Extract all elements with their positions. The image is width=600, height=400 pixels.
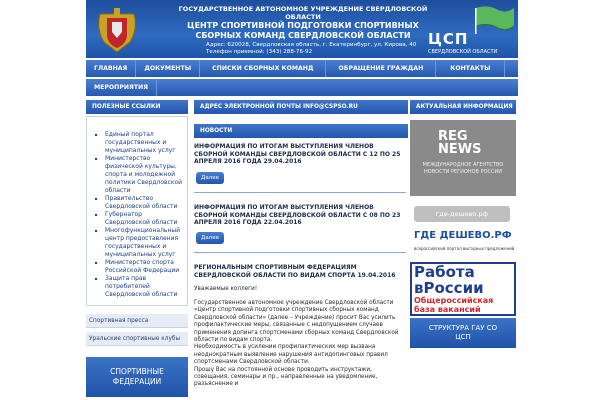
regnews-banner[interactable] [410,120,516,196]
main-nav [86,60,518,77]
divider [194,252,406,253]
news-item [194,204,406,227]
read-more-button[interactable]: Далее [196,172,224,184]
nav-contacts[interactable]: КОНТАКТЫ [436,60,505,77]
structure-label: СТРУКТУРА ГАУ СО ЦСП [428,324,498,341]
rabota-subtitle-2: база вакансий [414,305,481,314]
page [86,0,518,400]
deshevo-logo: ГДЕ ДЕШЕВО.РФ [414,230,512,241]
useful-links-heading: ПОЛЕЗНЫЕ ССЫЛКИ [86,100,188,114]
news-paragraph: Государственное автономное учреждение Свердловской области «Центр спортивной подготовки спортивных сборных команд Свердловской области» (далее – Учреждение) просит Вас усилить профилактические меры, связанные с недопущением случаев применения допинга спортсменами сборных команд Свердловской области по видам спорта. [194,300,399,344]
news-heading: НОВОСТИ [194,124,408,138]
site-header [86,0,518,58]
logo-subtitle: СВЕРДЛОВСКОЙ ОБЛАСТИ [428,49,498,55]
divider [194,192,406,193]
nav-documents[interactable]: ДОКУМЕНТЫ [136,60,200,77]
header-phone: Телефон приемной: (343) 288-76-92 [206,49,313,55]
structure-banner[interactable] [410,318,516,348]
rabota-subtitle: Общероссийская [414,296,494,305]
link-ministry-sport-rf[interactable]: ▪ Министерство спорта Российской Федерации [105,259,187,275]
sport-federations-label: СПОРТИВНЫЕ ФЕДЕРАЦИИ [110,367,164,386]
coat-of-arms-icon [94,4,140,54]
news-title[interactable]: РЕГИОНАЛЬНЫМ СПОРТИВНЫМ ФЕДЕРАЦИЯМ СВЕРДЛОВСКОЙ ОБЛАСТИ ПО ВИДАМ СПОРТА 19.04.2016 [194,264,396,279]
header-line-1: ГОСУДАРСТВЕННОЕ АВТОНОМНОЕ УЧРЕЖДЕНИЕ СВЕРДЛОВСКОЙ ОБЛАСТИ [178,5,428,21]
deshevo-button-label: где-дешево.рф [435,210,489,218]
header-line-3: СБОРНЫХ КОМАНД СВЕРДЛОВСКОЙ ОБЛАСТИ [195,30,411,40]
news-paragraph: Необходимость в усилении профилактических мер вызвана неоднократным выявление нарушения антидопинговых правил спортсменами Свердловской области. [194,344,388,366]
deshevo-banner[interactable] [410,228,516,256]
email-heading[interactable]: АДРЕС ЭЛЕКТРОННОЙ ПОЧТЫ INFO@CSPSO.RU [194,100,408,114]
rabota-banner[interactable] [410,262,516,316]
secondary-nav [86,79,518,96]
nav-team-lists[interactable]: СПИСКИ СБОРНЫХ КОМАНД [200,60,326,77]
sport-federations-banner[interactable] [86,357,188,397]
link-governor[interactable]: ▪ Губернатор Свердловской области [105,211,187,227]
rabota-title-2: вРоссии [414,279,484,297]
link-ministry-sport-region[interactable]: ▪ Министерство физической культуры, спорта и молодежной политики Свердловской области [105,155,187,195]
nav-events[interactable]: МЕРОПРИЯТИЯ [86,79,157,96]
logo-text[interactable]: ЦСП [428,30,469,48]
news-title[interactable]: ИНФОРМАЦИЯ ПО ИТОГАМ ВЫСТУПЛЕНИЯ ЧЛЕНОВ СБОРНОЙ КОМАНДЫ СВЕРДЛОВСКОЙ ОБЛАСТИ С 12 ПО 25 АПРЕЛЯ 2016 ГОДА 29.04.2016 [194,143,401,165]
header-title [178,5,428,40]
header-contacts [206,42,416,56]
ural-clubs-link[interactable]: Уральские спортивные клубы [86,332,188,346]
news-paragraph: Прошу Вас на постоянной основе проводить инструктажи, совещания, семинары и пр., направленные на уведомление, разъяснение и [194,366,378,388]
read-more-button[interactable]: Далее [196,232,224,244]
link-gosuslugi[interactable]: ▪ Единый портал государственных и муниципальных услуг [105,131,187,155]
nav-home[interactable]: ГЛАВНАЯ [86,60,136,77]
regnews-logo: REG NEWS [438,129,482,157]
link-consumer-protection[interactable]: ▪ Защита прав потребителей Свердловской области [105,275,187,299]
sport-press-link[interactable]: Спортивная пресса [86,314,188,328]
actual-info-heading: АКТУАЛЬНАЯ ИНФОРМАЦИЯ [410,100,516,114]
header-line-2: ЦЕНТР СПОРТИВНОЙ ПОДГОТОВКИ СПОРТИВНЫХ [187,21,419,30]
header-address: Адрес: 620028, Свердловская область, г. Екатеринбург, ул. Кирова, 40 [206,42,417,48]
regnews-caption: МЕЖДУНАРОДНОЕ АГЕНТСТВО НОВОСТИ РЕГИОНОВ РОССИИ [422,162,504,175]
news-body [194,300,406,389]
news-item [194,264,406,279]
news-title[interactable]: ИНФОРМАЦИЯ ПО ИТОГАМ ВЫСТУПЛЕНИЯ ЧЛЕНОВ СБОРНОЙ КОМАНДЫ СВЕРДЛОВСКОЙ ОБЛАСТИ С 08 ПО 23 АПРЕЛЯ 2016 ГОДА 22.04.2016 [194,204,401,226]
news-greeting: Уважаемые коллеги! [194,286,258,292]
deshevo-caption: всероссийский портал выгодных предложений [414,246,515,251]
link-mfc[interactable]: ▪ Многофункциональный центр предоставления государственных и муниципальных услуг [105,227,187,259]
useful-links-list [86,116,188,306]
deshevo-button[interactable] [414,206,510,222]
nav-citizen-appeals[interactable]: ОБРАЩЕНИЕ ГРАЖДАН [326,60,436,77]
news-item [194,143,406,166]
rabota-title: Работа [414,263,475,281]
link-government[interactable]: ▪ Правительство Свердловской области [105,195,187,211]
